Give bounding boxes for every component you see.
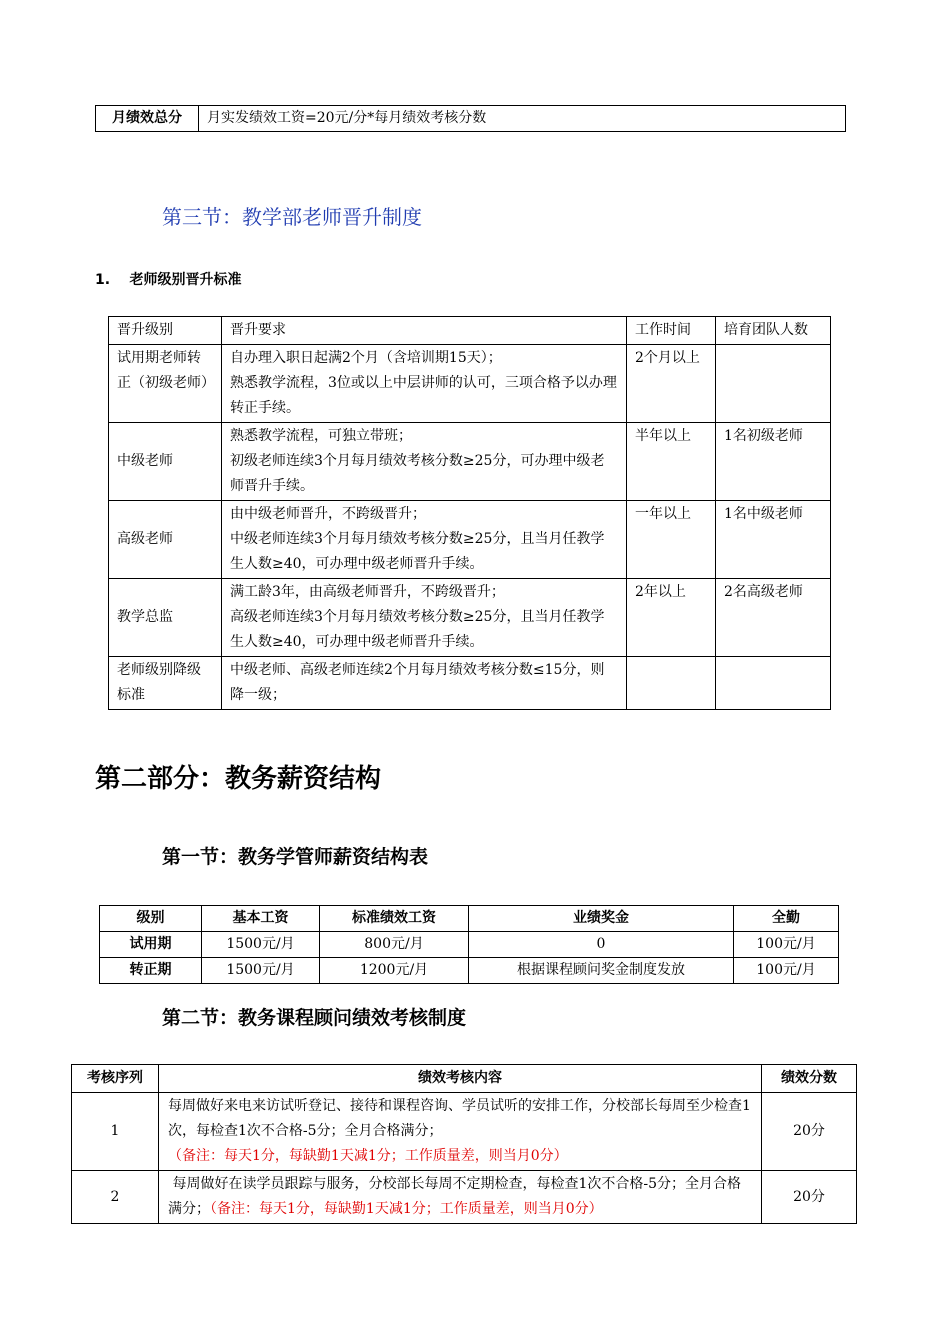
time-cell: 2年以上 (627, 579, 716, 657)
cell: 800元/月 (320, 932, 469, 958)
header-cell: 培育团队人数 (716, 317, 831, 345)
header-cell: 业绩奖金 (469, 906, 734, 932)
seq-cell: 1 (72, 1093, 159, 1171)
promotion-standards-table (108, 316, 831, 710)
subsection-1-title: 1. 老师级别晋升标准 (95, 272, 242, 288)
table-row (109, 657, 831, 710)
monthly-total-formula: 月实发绩效工资=20元/分*每月绩效考核分数 (199, 106, 846, 132)
salary-structure-table (99, 905, 839, 984)
score-cell: 20分 (762, 1171, 857, 1224)
header-cell: 考核序列 (72, 1065, 159, 1093)
note-text: （备注：每天1分，每缺勤1天减1分；工作质量差，则当月0分） (210, 1201, 603, 1217)
table-row (72, 1093, 857, 1171)
table-header-row (72, 1065, 857, 1093)
team-cell (716, 345, 831, 423)
requirement-line: 自办理入职日起满2个月（含培训期15天）； (230, 350, 502, 366)
table-row (109, 579, 831, 657)
table-header-row (109, 317, 831, 345)
requirement-line: 初级老师连续3个月每月绩效考核分数≥25分，可办理中级老师晋升手续。 (230, 453, 605, 494)
team-cell (716, 657, 831, 710)
table-row (109, 345, 831, 423)
level-cell: 老师级别降级标准 (109, 657, 222, 710)
section2-title: 第二节：教务课程顾问绩效考核制度 (162, 1007, 467, 1029)
team-cell: 1名中级老师 (716, 501, 831, 579)
cell: 转正期 (100, 958, 202, 984)
kpi-table (71, 1064, 857, 1224)
content-text: 每周做好来电来访试听登记、接待和课程咨询、学员试听的安排工作，分校部长每周至少检查1次，每检查1次不合格-5分；全月合格满分； (168, 1098, 751, 1139)
header-cell: 基本工资 (202, 906, 320, 932)
level-cell: 教学总监 (109, 579, 222, 657)
cell: 1500元/月 (202, 958, 320, 984)
requirement-cell (222, 345, 627, 423)
header-cell: 绩效分数 (762, 1065, 857, 1093)
content-cell (159, 1093, 762, 1171)
time-cell (627, 657, 716, 710)
section1-title: 第一节：教务学管师薪资结构表 (162, 846, 429, 868)
header-cell: 绩效考核内容 (159, 1065, 762, 1093)
cell: 100元/月 (734, 958, 839, 984)
team-cell: 1名初级老师 (716, 423, 831, 501)
requirement-line: 中级老师、高级老师连续2个月每月绩效考核分数≤15分，则降一级； (230, 662, 605, 703)
section3-title: 第三节：教学部老师晋升制度 (162, 205, 422, 229)
monthly-total-label: 月绩效总分 (96, 106, 199, 132)
table-row (109, 423, 831, 501)
content-text: 每周做好在读学员跟踪与服务，分校部长每周不定期检查，每检查1次不合格-5分；全月合格满分； (168, 1176, 741, 1217)
part2-title: 第二部分：教务薪资结构 (95, 764, 382, 794)
table-row (100, 958, 839, 984)
requirement-line: 满工龄3年，由高级老师晋升，不跨级晋升； (230, 584, 505, 600)
requirement-line: 由中级老师晋升，不跨级晋升； (230, 506, 426, 522)
level-cell: 中级老师 (109, 423, 222, 501)
cell: 试用期 (100, 932, 202, 958)
content-cell (159, 1171, 762, 1224)
note-text: （备注：每天1分，每缺勤1天减1分；工作质量差，则当月0分） (168, 1148, 568, 1164)
seq-cell: 2 (72, 1171, 159, 1224)
header-cell: 晋升级别 (109, 317, 222, 345)
requirement-cell (222, 501, 627, 579)
header-cell: 工作时间 (627, 317, 716, 345)
team-cell: 2名高级老师 (716, 579, 831, 657)
header-cell: 晋升要求 (222, 317, 627, 345)
level-cell: 试用期老师转正（初级老师） (109, 345, 222, 423)
time-cell: 半年以上 (627, 423, 716, 501)
level-cell: 高级老师 (109, 501, 222, 579)
requirement-line: 中级老师连续3个月每月绩效考核分数≥25分，且当月任教学生人数≥40，可办理中级老师晋升手续。 (230, 531, 605, 572)
requirement-line: 熟悉教学流程，可独立带班； (230, 428, 412, 444)
cell: 0 (469, 932, 734, 958)
cell: 1200元/月 (320, 958, 469, 984)
requirement-line: 高级老师连续3个月每月绩效考核分数≥25分，且当月任教学生人数≥40，可办理中级老师晋升手续。 (230, 609, 605, 650)
cell: 根据课程顾问奖金制度发放 (469, 958, 734, 984)
requirement-cell (222, 423, 627, 501)
time-cell: 一年以上 (627, 501, 716, 579)
header-cell: 全勤 (734, 906, 839, 932)
table-row (100, 932, 839, 958)
requirement-cell (222, 579, 627, 657)
requirement-cell (222, 657, 627, 710)
time-cell: 2个月以上 (627, 345, 716, 423)
monthly-performance-table (95, 105, 846, 132)
score-cell: 20分 (762, 1093, 857, 1171)
header-cell: 标准绩效工资 (320, 906, 469, 932)
table-header-row (100, 906, 839, 932)
cell: 100元/月 (734, 932, 839, 958)
requirement-line: 熟悉教学流程，3位或以上中层讲师的认可，三项合格予以办理转正手续。 (230, 375, 617, 416)
header-cell: 级别 (100, 906, 202, 932)
table-row (109, 501, 831, 579)
cell: 1500元/月 (202, 932, 320, 958)
table-row (72, 1171, 857, 1224)
